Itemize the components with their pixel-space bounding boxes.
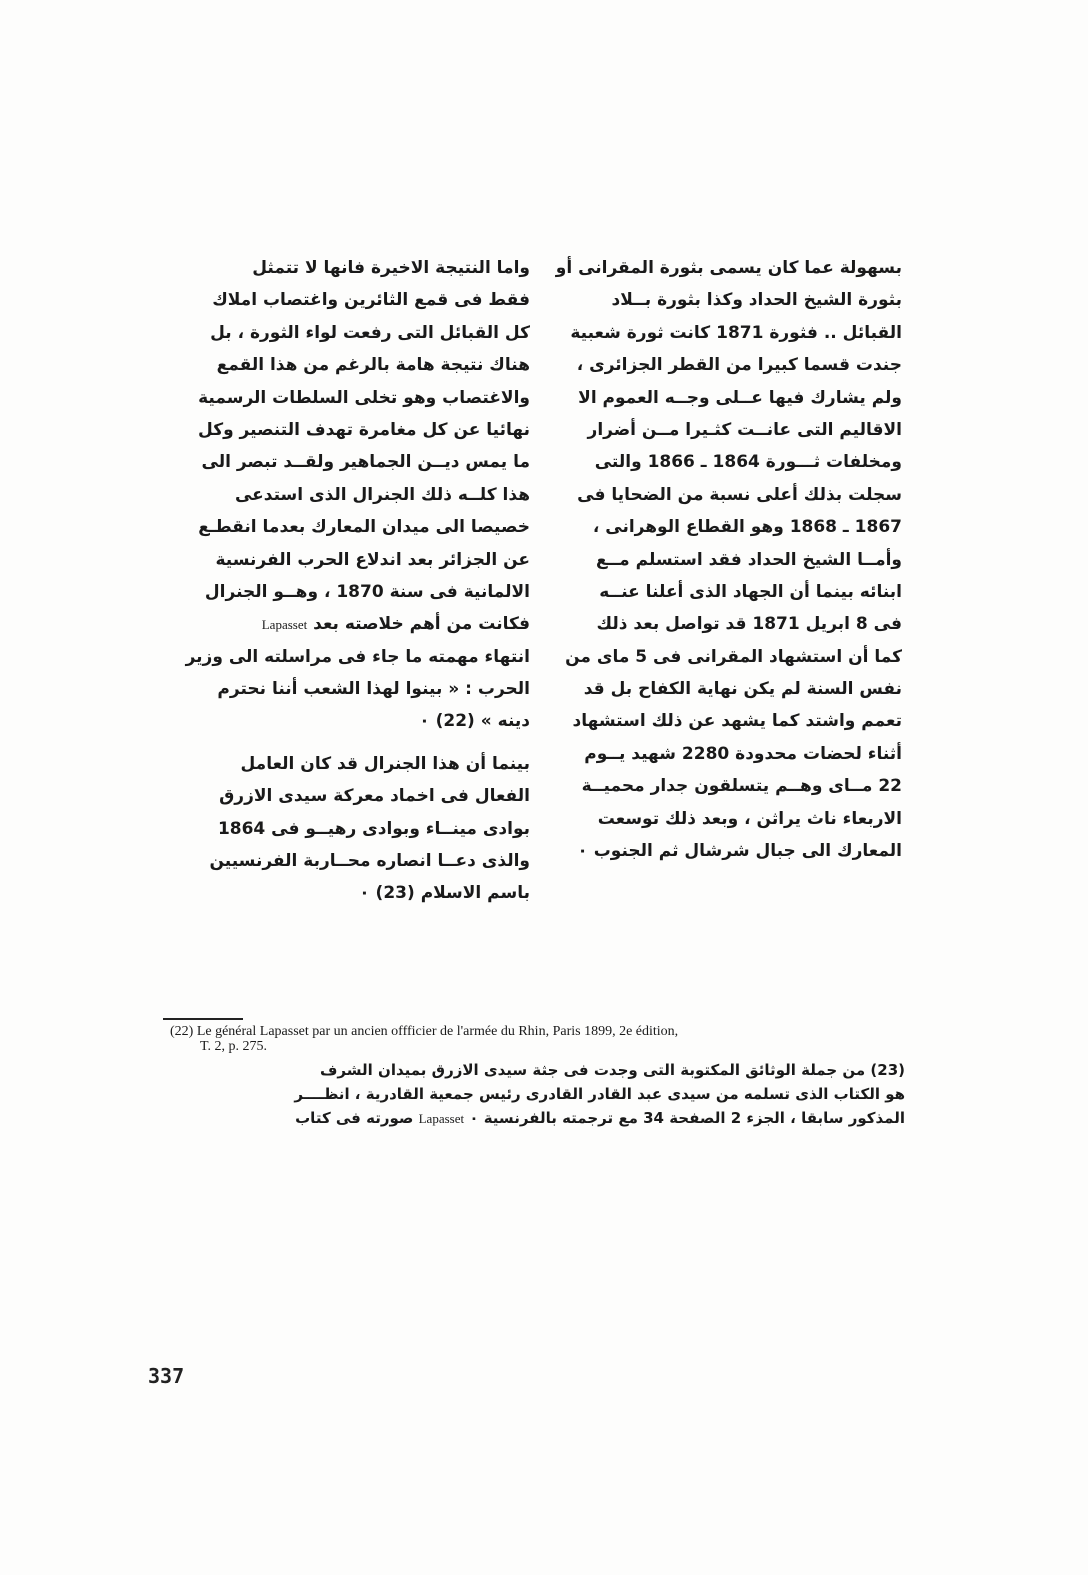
text-line-arabic: فكانت من أهم خلاصته بعد	[313, 614, 530, 635]
text-line: القبائل .. فثورة 1871 كانت ثورة شعبية	[570, 322, 902, 343]
text-line: أثناء لحضات محدودة 2280 شهيد يــوم	[584, 743, 902, 764]
text-line: وأمــا الشيخ الحداد فقد استسلم مــع	[595, 549, 902, 570]
footnote-23-line3-start: المذكور سابقا ، الجزء 2 الصفحة 34 مع ترجمته بالفرنسية ٠	[469, 1109, 905, 1127]
footnotes	[160, 1024, 905, 1130]
latin-name: Lapasset	[418, 1111, 465, 1126]
footnote-22-line1: (22) Le général Lapasset par un ancien offficier de l'armée du Rhin, Paris 1899, 2e édition,	[170, 1024, 679, 1039]
latin-name: Lapasset	[261, 617, 308, 633]
paragraph-1	[160, 252, 530, 738]
text-line: تعمم واشتد كما يشهد عن ذلك استشهاد	[572, 711, 902, 732]
text-line: الالمانية فى سنة 1870 ، وهــو الجنرال	[204, 581, 530, 602]
text-line: بثورة الشيخ الحداد وكذا بثورة بــلاد	[611, 290, 902, 311]
footnote-22	[160, 1024, 905, 1054]
text-line: فقط فى قمع الثائرين واغتصاب املاك	[212, 290, 530, 311]
footnote-divider	[163, 1018, 243, 1020]
footnote-22-line2: T. 2, p. 275.	[200, 1039, 268, 1054]
text-line: هذا كلــه ذلك الجنرال الذى استدعى	[234, 484, 530, 505]
text-line: هناك نتيجة هامة بالرغم من هذا القمع	[216, 355, 530, 376]
text-line: انتهاء مهمته ما جاء فى مراسلته الى وزير	[185, 646, 530, 667]
text-line: دينه » (22) ٠	[419, 711, 530, 732]
page-number: 337	[148, 1364, 185, 1388]
text-line: والذى دعــا انصاره محــاربة الفرنسيين	[209, 851, 530, 872]
text-line: ولم يشارك فيها عــلى وجــه العموم الا	[578, 387, 902, 408]
text-line: الحرب : « بينوا لهذا الشعب أننا نحترم	[217, 679, 530, 700]
text-line: نهائيا عن كل مغامرة تهدف التنصير وكل	[198, 419, 530, 440]
text-line: ابنائه بينما أن الجهاد الذى أعلنا عنــه	[599, 581, 902, 602]
footnote-23-line3	[160, 1106, 905, 1130]
text-line: عن الجزائر بعد اندلاع الحرب الفرنسية	[215, 549, 530, 570]
right-column	[532, 252, 902, 867]
text-line: 22 مــاى وهــم يتسلقون جدار محميــة	[581, 776, 902, 797]
text-line: جندت قسما كبيرا من القطر الجزائرى ،	[576, 355, 902, 376]
text-line: الاقاليم التى عانــت كثـيرا مــن أضرار	[587, 419, 902, 440]
footnote-23	[160, 1058, 905, 1130]
text-line: 1867 ـ 1868 وهو القطاع الوهرانى ،	[592, 517, 902, 538]
text-line: بوادى مينــاء وبوادى رهيــو فى 1864	[217, 818, 530, 839]
text-line: ما يمس ديــن الجماهير ولقــد تبصر الى	[201, 452, 530, 473]
text-line: المعارك الى جبال شرشال ثم الجنوب ٠	[577, 841, 902, 862]
text-line: واما النتيجة الاخيرة فانها لا تتمثل	[252, 258, 530, 278]
text-line-lapasset	[160, 608, 530, 640]
text-line: الاربعاء ناث يراثن ، وبعد ذلك توسعت	[597, 808, 902, 829]
footnote-23-line3-end: صورته فى كتاب	[295, 1109, 414, 1127]
text-line: خصيصا الى ميدان المعارك بعدما انقطـع	[198, 517, 530, 538]
text-line: كما أن استشهاد المقرانى فى 5 ماى من	[565, 646, 902, 667]
text-line: ومخلفات ثـــورة 1864 ـ 1866 والتى	[594, 452, 902, 473]
paragraph-2	[160, 748, 530, 910]
text-line: فى 8 ابريل 1871 قد تواصل بعد ذلك	[596, 614, 902, 635]
footnote-23-line2: هو الكتاب الذى تسلمه من سيدى عبد القادر القادرى رئيس جمعية القادرية ، انظــــر	[294, 1085, 905, 1103]
text-line: بسهولة عما كان يسمى بثورة المقرانى أو	[555, 258, 902, 278]
text-line: والاغتصاب وهو تخلى السلطات الرسمية	[198, 387, 530, 408]
text-line: الفعال فى اخماد معركة سيدى الازرق	[219, 786, 530, 807]
paragraph-gap	[160, 738, 530, 748]
text-line: كل القبائل التى رفعت لواء الثورة ، بل	[210, 322, 530, 343]
footnote-23-line1: (23) من جملة الوثائق المكتوبة التى وجدت فى جثة سيدى الازرق بميدان الشرف	[320, 1061, 905, 1079]
text-line: نفس السنة لم يكن نهاية الكفاح بل قد	[583, 679, 902, 700]
text-line: باسم الاسلام (23) ٠	[359, 883, 530, 904]
text-line: سجلت بذلك أعلى نسبة من الضحايا فى	[577, 484, 902, 505]
text-line: بينما أن هذا الجنرال قد كان العامل	[240, 753, 530, 774]
left-column	[160, 252, 530, 910]
